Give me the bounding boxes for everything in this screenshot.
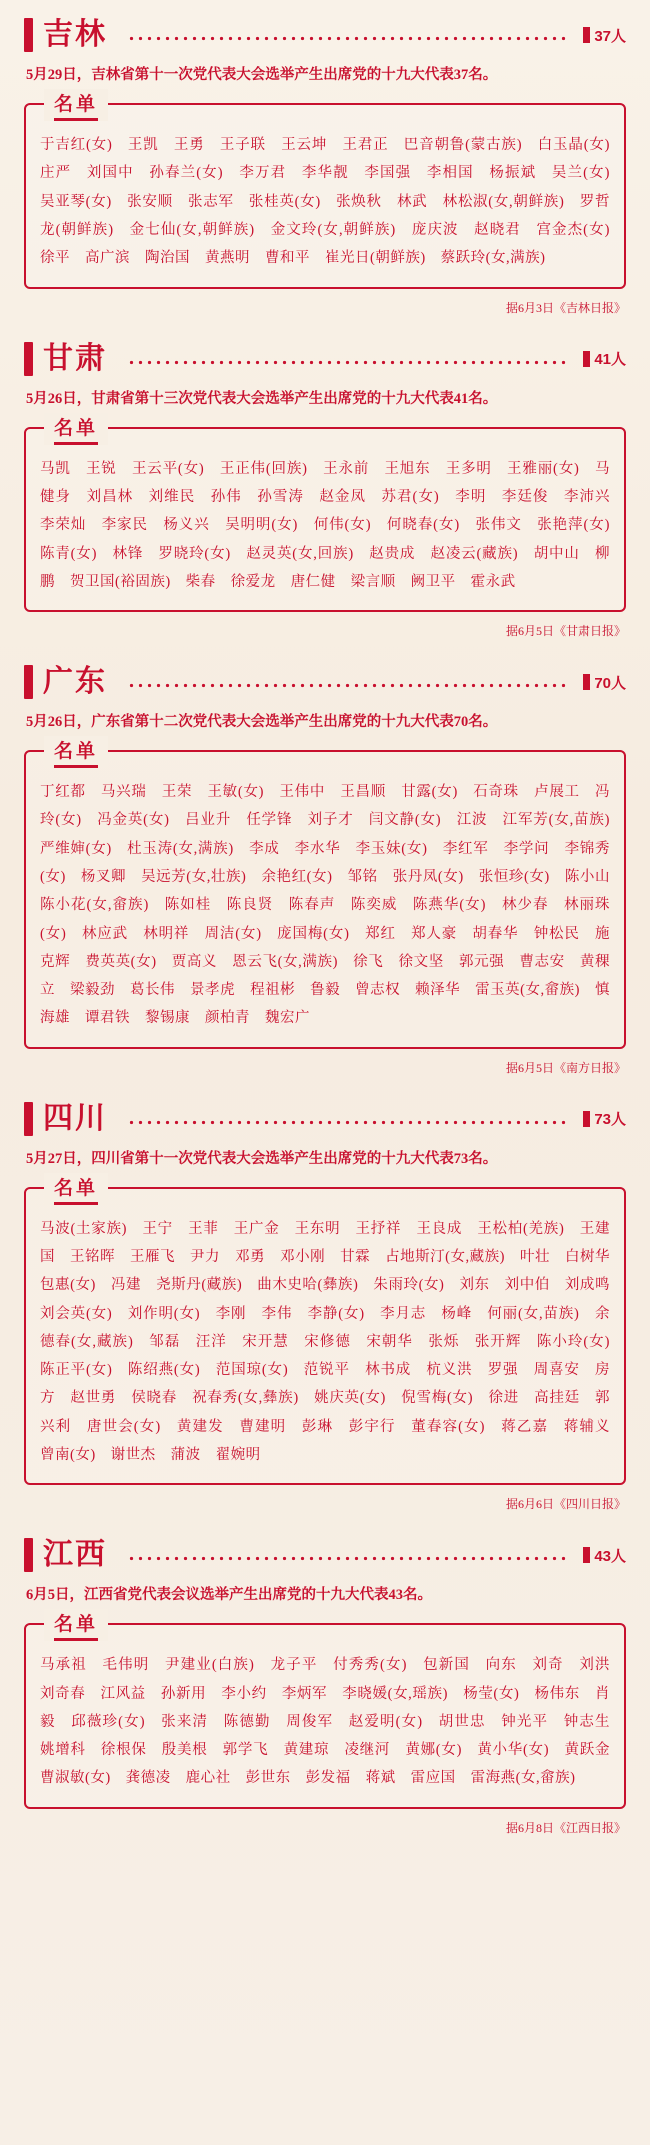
name-list-card [24,1177,626,1485]
source-note: 据6月5日《南方日报》 [505,1060,626,1075]
name-list-card [24,1614,626,1808]
name-list-title: 名单 [44,1173,108,1205]
province-header [24,1102,626,1136]
count-tick-icon [583,351,590,367]
source-note: 据6月5日《甘肃日报》 [505,624,626,639]
name-list-body: 马波(土家族) 王宁 王菲 王广金 王东明 王抒祥 王良成 王松柏(羌族) 王建国 王铭晖 王雁飞 尹力 邓勇 邓小刚 甘霖 占地斯汀(女,藏族) 叶壮 白树华 包惠(女) 冯建 尧斯丹(藏族) 曲木史哈(彝族) 朱雨玲(女) 刘东 刘中伯 刘成鸣 刘会英(女) 刘作明(女) 李刚 李伟 李静(女) 李月志 杨峰 何丽(女,苗族) 余德春(女,藏族) 邹磊 汪洋 宋开慧 宋修德 宋朝华 张烁 张开辉 陈小玲(女) 陈正平(女) 陈绍燕(女) 范国琼(女) 范锐平 林书成 杭义洪 罗强 周喜安 房方 赵世勇 侯晓春 祝春秀(女,彝族) 姚庆英(女) 倪雪梅(女) 徐进 高挂廷 郭兴利 唐世会(女) 黄建发 曹建明 彭琳 彭宇行 董春容(女) 蒋乙嘉 蒋辅义 曾南(女) 谢世杰 蒲波 翟婉明 [40,1220,625,1463]
accent-bar-icon [24,18,33,52]
count-tick-icon [583,1547,590,1563]
accent-bar-icon [24,1538,33,1572]
delegate-count: 43人 [594,1547,626,1565]
count-tick-icon [583,674,590,690]
name-list-body: 马承祖 毛伟明 尹建业(白族) 龙子平 付秀秀(女) 包新国 向东 刘奇 刘洪 刘奇春 江风益 孙新用 李小约 李炳军 李晓媛(女,瑶族) 杨莹(女) 杨伟东 肖毅 邱薇珍(女) 张来清 陈德勤 周俊军 赵爱明(女) 胡世忠 钟光平 钟志生 姚增科 徐根保 殷美根 郭学飞 黄建琼 凌继河 黄娜(女) 黄小华(女) 黄跃金 曹淑敏(女) 龚德凌 鹿心社 彭世东 彭发福 蒋斌 雷应国 雷海燕(女,畲族) [40,1657,625,1787]
name-list-title: 名单 [44,413,108,445]
province-title: 广东 [43,665,107,699]
province-section [0,1538,650,1836]
accent-bar-icon [24,342,33,376]
name-list-card [24,417,626,612]
delegate-count: 41人 [594,351,626,369]
province-title: 四川 [43,1101,107,1135]
province-section [0,18,650,316]
name-list-body: 丁红都 马兴瑞 王荣 王敏(女) 王伟中 王昌顺 甘露(女) 石奇珠 卢展工 冯玲(女) 冯金英(女) 吕业升 任学锋 刘子才 闫文静(女) 江波 江军芳(女,苗族) 严维婶(女) 杜玉涛(女,满族) 李成 李水华 李玉妹(女) 李红军 李学问 李锦秀(女) 杨叉卿 吴远芳(女,壮族) 余艳红(女) 邹铭 张丹凤(女) 张恒珍(女) 陈小山 陈小花(女,畲族) 陈如桂 陈良贤 陈春声 陈奕威 陈燕华(女) 林少春 林丽珠(女) 林应武 林明祥 周洁(女) 庞国梅(女) 郑红 郑人豪 胡春华 钟松民 施克辉 费英英(女) 贾高义 恩云飞(女,满族) 徐飞 徐文坚 郭元强 曹志安 黄稞立 梁毅劲 葛长伟 景孝虎 程祖彬 鲁毅 曾志权 赖泽华 雷玉英(女,畲族) 慎海雄 谭君铁 黎锡康 颜柏青 魏宏广 [40,784,625,1027]
section-intro: 6月5日，江西省党代表会议选举产生出席党的十九大代表43名。 [26,1587,432,1604]
dotted-divider-icon [127,353,567,365]
count-tick-icon [583,1111,590,1127]
province-section [0,1102,650,1513]
count-group [583,25,626,46]
name-list-card [24,94,626,288]
province-header [24,342,626,376]
province-title: 江西 [43,1538,107,1572]
count-group [583,348,626,369]
accent-bar-icon [24,665,33,699]
dotted-divider-icon [127,676,567,688]
province-section [0,665,650,1076]
delegate-count: 70人 [594,674,626,692]
source-note: 据6月3日《吉林日报》 [505,300,626,315]
province-title: 甘肃 [43,341,107,375]
source-note: 据6月8日《江西日报》 [505,1820,626,1835]
count-group [583,1545,626,1566]
province-header [24,665,626,699]
dotted-divider-icon [127,1549,567,1561]
section-intro: 5月27日，四川省第十一次党代表大会选举产生出席党的十九大代表73名。 [26,1150,498,1167]
dotted-divider-icon [127,29,567,41]
section-intro: 5月29日，吉林省第十一次党代表大会选举产生出席党的十九大代表37名。 [26,67,498,83]
province-title: 吉林 [43,18,107,51]
count-group [583,672,626,693]
section-intro: 5月26日，甘肃省第十三次党代表大会选举产生出席党的十九大代表41名。 [26,390,498,407]
delegate-count: 73人 [594,1111,626,1129]
name-list-body: 于吉红(女) 王凯 王勇 王子联 王云坤 王君正 巴音朝鲁(蒙古族) 白玉晶(女) 庄严 刘国中 孙春兰(女) 李万君 李华靓 李国强 李相国 杨振斌 吴兰(女) 吴亚琴(女) 张安顺 张志军 张桂英(女) 张焕秋 林武 林松淑(女,朝鲜族) 罗哲龙(朝鲜族) 金七仙(女,朝鲜族) 金文玲(女,朝鲜族) 庞庆波 赵晓君 宫金杰(女) 徐平 高广滨 陶治国 黄燕明 曹和平 崔光日(朝鲜族) 蔡跃玲(女,满族) [40,137,625,267]
delegate-count: 37人 [594,27,626,45]
province-section [0,342,650,640]
province-header [24,18,626,52]
dotted-divider-icon [127,1113,567,1125]
accent-bar-icon [24,1102,33,1136]
name-list-title: 名单 [44,1609,108,1641]
name-list-card [24,741,626,1048]
count-tick-icon [583,27,590,43]
name-list-title: 名单 [44,736,108,768]
province-header [24,1538,626,1572]
section-intro: 5月26日，广东省第十二次党代表大会选举产生出席党的十九大代表70名。 [26,714,498,731]
source-note: 据6月6日《四川日报》 [505,1497,626,1512]
name-list-title: 名单 [44,89,108,121]
name-list-body: 马凯 王锐 王云平(女) 王正伟(回族) 王永前 王旭东 王多明 王雅丽(女) 马健身 刘昌林 刘维民 孙伟 孙雪涛 赵金凤 苏君(女) 李明 李廷俊 李沛兴 李荣灿 李家民 杨义兴 吴明明(女) 何伟(女) 何晓春(女) 张伟文 张艳萍(女) 陈青(女) 林锋 罗晓玲(女) 赵灵英(女,回族) 赵贵成 赵凌云(藏族) 胡中山 柳鹏 贺卫国(裕固族) 柴春 徐爱龙 唐仁健 梁言顺 阙卫平 霍永武 [40,460,625,590]
count-group [583,1108,626,1129]
